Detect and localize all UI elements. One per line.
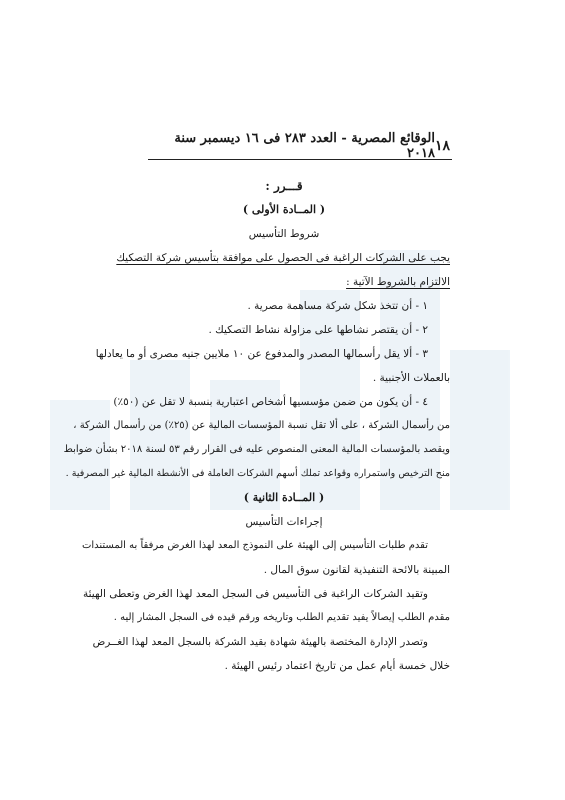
condition-item-4-line-3: ويقصد بالمؤسسات المالية المعنى المنصوص عليه فى القرار رقم ٥٣ لسنة ٢٠١٨ بشأن ضوابط xyxy=(63,444,450,455)
condition-item-3-line-1: ٣ - ألا يقل رأسمالها المصدر والمدفوع عن ١٠ ملايين جنيه مصرى أو ما يعادلها xyxy=(95,348,428,360)
decision-heading: قـــرر : xyxy=(265,179,303,193)
condition-item-4-line-4: منح الترخيص واستمراره وقواعد تملك أسهم الشركات العاملة فى الأنشطة المالية غير المصرفية . xyxy=(65,468,450,479)
article-1-intro-line-2: الالتزام بالشروط الآتية : xyxy=(346,276,450,288)
document-body xyxy=(63,174,450,678)
article-1-subtitle: شروط التأسيس xyxy=(248,228,320,240)
article-2-subtitle: إجراءات التأسيس xyxy=(245,516,323,528)
article-1-title: ( المــادة الأولى ) xyxy=(242,203,326,216)
condition-item-2: ٢ - أن يقتصر نشاطها على مزاولة نشاط التصكيك . xyxy=(208,324,428,336)
article-2-paragraph-3-line-1: وتصدر الإدارة المختصة بالهيئة شهادة بقيد الشركة بالسجل المعد لهذا الغــرض xyxy=(92,636,428,648)
header-divider xyxy=(148,159,452,160)
condition-item-4-line-2: من رأسمال الشركة ، على ألا تقل نسبة المؤسسات المالية عن (٢٥٪) من رأسمال الشركة ، xyxy=(73,420,450,431)
article-2-paragraph-2-line-1: وتقيد الشركات الراغبة فى التأسيس فى السجل المعد لهذا الغرض وتعطى الهيئة xyxy=(82,588,428,600)
article-2-paragraph-2-line-2: مقدم الطلب إيصالاً يفيد تقديم الطلب وتاريخه ورقم قيده فى السجل المشار إليه . xyxy=(113,612,450,623)
condition-item-4-line-1: ٤ - أن يكون من ضمن مؤسسيها أشخاص اعتبارية بنسبة لا تقل عن (٥٠٪) xyxy=(113,396,428,408)
publication-title: الوقائع المصرية - العدد ٢٨٣ فى ١٦ ديسمبر سنة ٢٠١٨ xyxy=(174,131,435,161)
article-2-paragraph-1-line-2: المبينة بالائحة التنفيذية لقانون سوق المال . xyxy=(263,564,450,576)
article-1-intro-line-1: يجب على الشركات الراغبة فى الحصول على موافقة بتأسيس شركة التصكيك xyxy=(116,252,450,264)
article-2-paragraph-3-line-2: خلال خمسة أيام عمل من تاريخ اعتماد رئيس الهيئة . xyxy=(224,660,450,672)
article-2-paragraph-1-line-1: تقدم طلبات التأسيس إلى الهيئة على النموذج المعد لهذا الغرض مرفقاً به المستندات xyxy=(81,540,428,551)
condition-item-3-line-2: بالعملات الأجنبية . xyxy=(372,372,450,384)
page-header xyxy=(150,131,450,161)
page-number: ١٨ xyxy=(434,138,450,154)
article-2-title: ( المــادة الثانية ) xyxy=(243,491,325,504)
condition-item-1: ١ - أن تتخذ شكل شركة مساهمة مصرية . xyxy=(247,300,428,312)
